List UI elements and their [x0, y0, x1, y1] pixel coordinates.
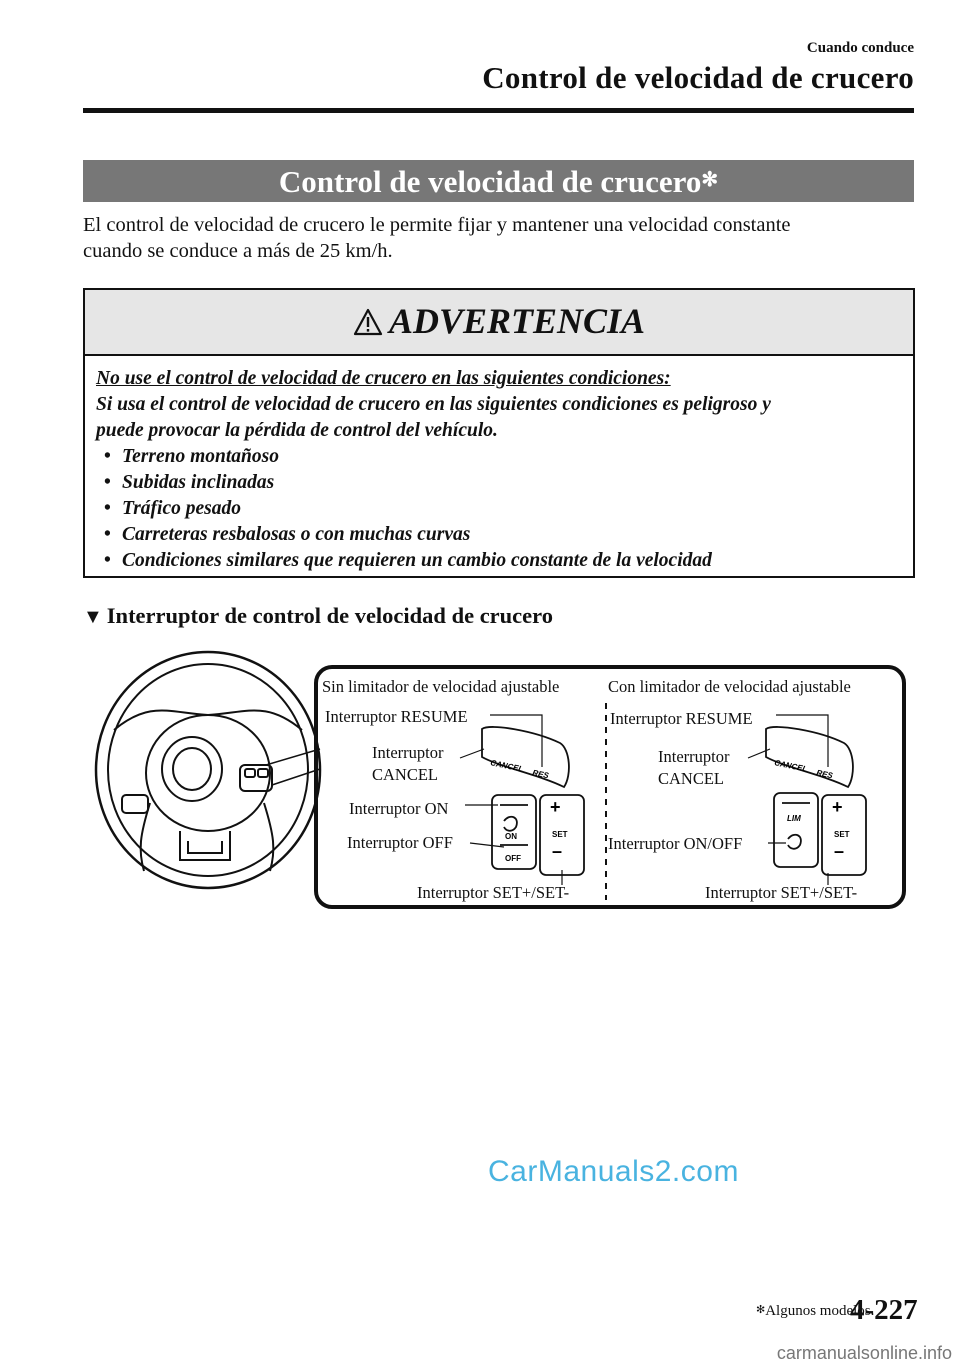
page-number: 4-227 — [850, 1294, 918, 1326]
watermark: CarManuals2.com — [488, 1155, 739, 1188]
list-item-text: Tráfico pesado — [122, 498, 241, 519]
section-heading-text: Control de velocidad de crucero — [278, 164, 702, 199]
right-cancel-label-1: Interruptor — [658, 747, 730, 766]
switch-illustration — [80, 645, 910, 920]
warning-text: Si usa el control de velocidad de crucero en las siguientes condiciones es peligroso y — [96, 394, 771, 415]
warning-triangle-icon — [353, 308, 383, 336]
asterisk-icon: ✻ — [701, 169, 719, 191]
res-button-text: RES — [815, 768, 834, 781]
bullet-icon: • — [104, 446, 111, 467]
intro-line: cuando se conduce a más de 25 km/h. — [83, 240, 393, 262]
warning-title — [85, 300, 913, 342]
lim-button-text: LIM — [787, 814, 801, 823]
left-cancel-label-2: CANCEL — [372, 765, 438, 784]
section-heading — [83, 160, 914, 202]
page-title: Control de velocidad de crucero — [482, 60, 914, 95]
right-resume-label: Interruptor RESUME — [610, 709, 753, 728]
bullet-icon: • — [104, 472, 111, 493]
intro-paragraph — [83, 212, 914, 264]
warning-text: puede provocar la pérdida de control del vehículo. — [96, 420, 498, 441]
warning-box — [83, 288, 915, 578]
bullet-icon: • — [104, 524, 111, 545]
left-resume-label: Interruptor RESUME — [325, 707, 468, 726]
list-item — [96, 548, 901, 574]
site-watermark-bar — [0, 1343, 960, 1363]
on-button-text: ON — [505, 832, 517, 841]
res-button-text: RES — [531, 768, 550, 781]
minus-button-text: – — [552, 841, 563, 861]
cancel-button-text: CANCEL — [773, 758, 809, 774]
warning-list — [96, 444, 901, 574]
asterisk-icon: ✻ — [756, 1304, 766, 1316]
list-item — [96, 522, 901, 548]
plus-button-text: + — [832, 797, 843, 817]
left-set-label: Interruptor SET+/SET- — [417, 883, 570, 902]
steering-wheel-drawing — [96, 652, 320, 888]
warning-body — [96, 366, 901, 574]
subsection-heading-text: Interruptor de control de velocidad de crucero — [106, 603, 553, 628]
warning-lead: No use el control de velocidad de crucero en las siguientes condiciones: — [96, 368, 671, 389]
list-item — [96, 444, 901, 470]
list-item — [96, 496, 901, 522]
list-item-text: Condiciones similares que requieren un cambio constante de la velocidad — [122, 550, 712, 571]
list-item-text: Terreno montañoso — [122, 446, 279, 467]
cancel-button-text: CANCEL — [489, 758, 525, 774]
warning-header — [85, 290, 913, 356]
set-button-text: SET — [834, 830, 850, 839]
set-button-text: SET — [552, 830, 568, 839]
right-onoff-label: Interruptor ON/OFF — [608, 834, 743, 853]
warning-title-text: ADVERTENCIA — [388, 301, 646, 341]
triangle-marker-icon: ▼ — [83, 606, 103, 628]
plus-button-text: + — [550, 797, 561, 817]
left-heading: Sin limitador de velocidad ajustable — [322, 677, 560, 696]
list-item — [96, 470, 901, 496]
left-off-label: Interruptor OFF — [347, 833, 453, 852]
left-cancel-label-1: Interruptor — [372, 743, 444, 762]
chapter-title: Cuando conduce — [806, 40, 914, 56]
intro-line: El control de velocidad de crucero le permite fijar y mantener una velocidad constante — [83, 214, 791, 236]
list-item-text: Subidas inclinadas — [122, 472, 275, 493]
right-cancel-label-2: CANCEL — [658, 769, 724, 788]
site-watermark: carmanualsonline.info — [776, 1343, 952, 1363]
right-heading: Con limitador de velocidad ajustable — [608, 677, 851, 696]
footnote-text: Algunos modelos. — [765, 1303, 875, 1319]
header-rule — [83, 108, 914, 113]
minus-button-text: – — [834, 841, 845, 861]
left-on-label: Interruptor ON — [349, 799, 449, 818]
subsection-heading — [83, 603, 553, 629]
bullet-icon: • — [104, 550, 111, 571]
right-set-label: Interruptor SET+/SET- — [705, 883, 858, 902]
callout-panel — [316, 667, 904, 907]
off-button-text: OFF — [505, 854, 521, 863]
list-item-text: Carreteras resbalosas o con muchas curvas — [122, 524, 471, 545]
bullet-icon: • — [104, 498, 111, 519]
